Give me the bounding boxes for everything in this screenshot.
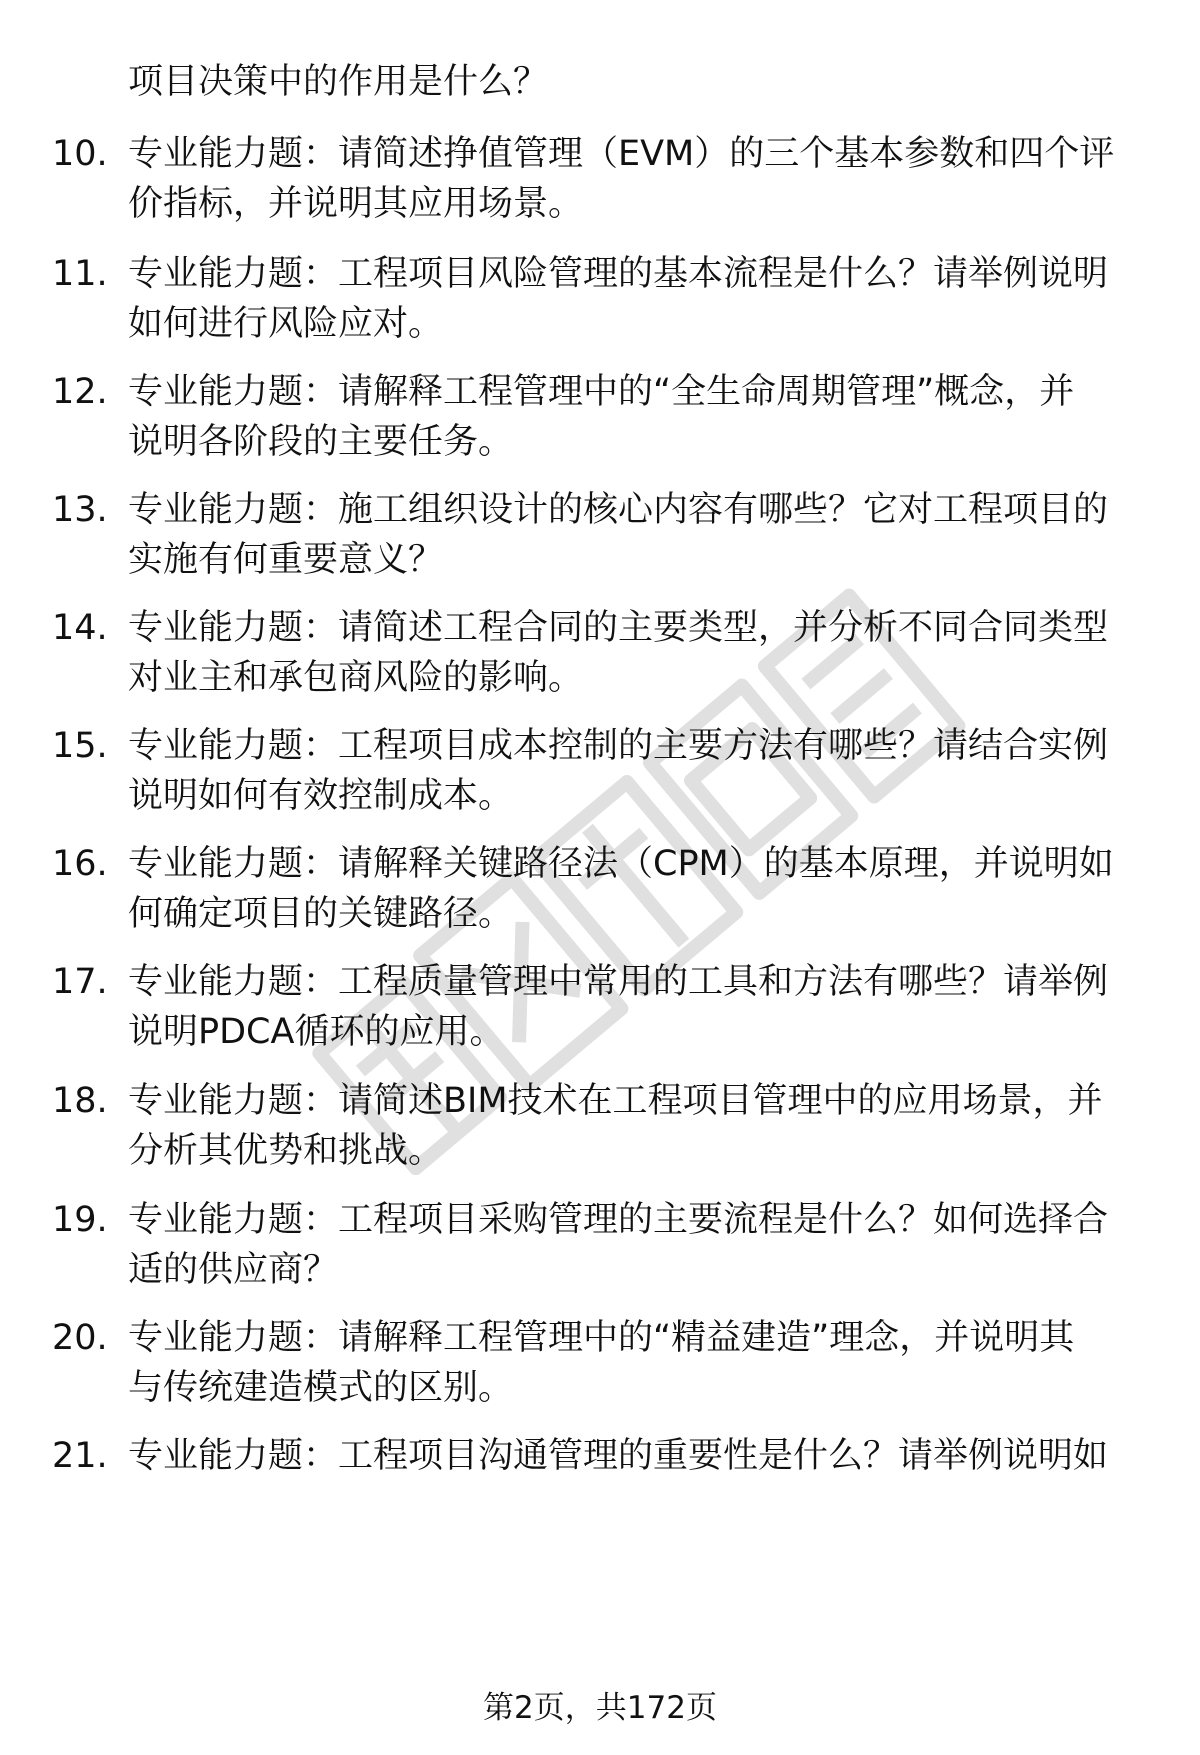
question-text-line: 专业能力题：请解释工程管理中的“精益建造”理念，并说明其 bbox=[128, 1318, 1075, 1358]
question-text-line: 何确定项目的关键路径。 bbox=[128, 894, 514, 934]
question-text-line: 专业能力题：工程项目采购管理的主要流程是什么？如何选择合 bbox=[128, 1200, 1109, 1240]
question-text-line: 说明如何有效控制成本。 bbox=[128, 776, 514, 816]
question-number: 15. bbox=[52, 726, 108, 766]
question-text-line: 专业能力题：请简述BIM技术在工程项目管理中的应用场景，并 bbox=[128, 1081, 1103, 1121]
question-text-line: 专业能力题：请解释关键路径法（CPM）的基本原理，并说明如 bbox=[128, 844, 1114, 884]
question-text-line: 专业能力题：请简述工程合同的主要类型，并分析不同合同类型 bbox=[128, 608, 1109, 648]
question-text-line: 专业能力题：请简述挣值管理（EVM）的三个基本参数和四个评 bbox=[128, 134, 1115, 174]
question-text-line: 专业能力题：工程项目成本控制的主要方法有哪些？请结合实例 bbox=[128, 726, 1109, 766]
question-number: 10. bbox=[52, 134, 108, 174]
question-text-line: 与传统建造模式的区别。 bbox=[128, 1368, 514, 1408]
question-number: 20. bbox=[52, 1318, 108, 1358]
question-text-line: 价指标，并说明其应用场景。 bbox=[128, 184, 584, 224]
question-number: 18. bbox=[52, 1081, 108, 1121]
question-number: 14. bbox=[52, 608, 108, 648]
question-text-line: 分析其优势和挑战。 bbox=[128, 1131, 444, 1171]
question-number: 17. bbox=[52, 962, 108, 1002]
question-number: 12. bbox=[52, 372, 108, 412]
question-number: 13. bbox=[52, 490, 108, 530]
question-text-line: 说明各阶段的主要任务。 bbox=[128, 422, 514, 462]
question-text-line: 对业主和承包商风险的影响。 bbox=[128, 658, 584, 698]
question-number: 21. bbox=[52, 1436, 108, 1476]
question-text-line: 适的供应商？ bbox=[128, 1250, 339, 1290]
question-text-line: 如何进行风险应对。 bbox=[128, 304, 444, 344]
question-text-line: 专业能力题：工程项目风险管理的基本流程是什么？请举例说明 bbox=[128, 254, 1109, 294]
page-number-footer: 第2页，共172页 bbox=[483, 1690, 717, 1726]
question-number: 16. bbox=[52, 844, 108, 884]
question-text-line: 专业能力题：工程项目沟通管理的重要性是什么？请举例说明如 bbox=[128, 1436, 1109, 1476]
question-number: 11. bbox=[52, 254, 108, 294]
question-text-line: 实施有何重要意义？ bbox=[128, 540, 444, 580]
continued-question-text: 项目决策中的作用是什么？ bbox=[128, 62, 549, 102]
question-text-line: 专业能力题：工程质量管理中常用的工具和方法有哪些？请举例 bbox=[128, 962, 1109, 1002]
question-text-line: 说明PDCA循环的应用。 bbox=[128, 1012, 505, 1052]
question-number: 19. bbox=[52, 1200, 108, 1240]
question-text-line: 专业能力题：请解释工程管理中的“全生命周期管理”概念，并 bbox=[128, 372, 1075, 412]
question-text-line: 专业能力题：施工组织设计的核心内容有哪些？它对工程项目的 bbox=[128, 490, 1109, 530]
